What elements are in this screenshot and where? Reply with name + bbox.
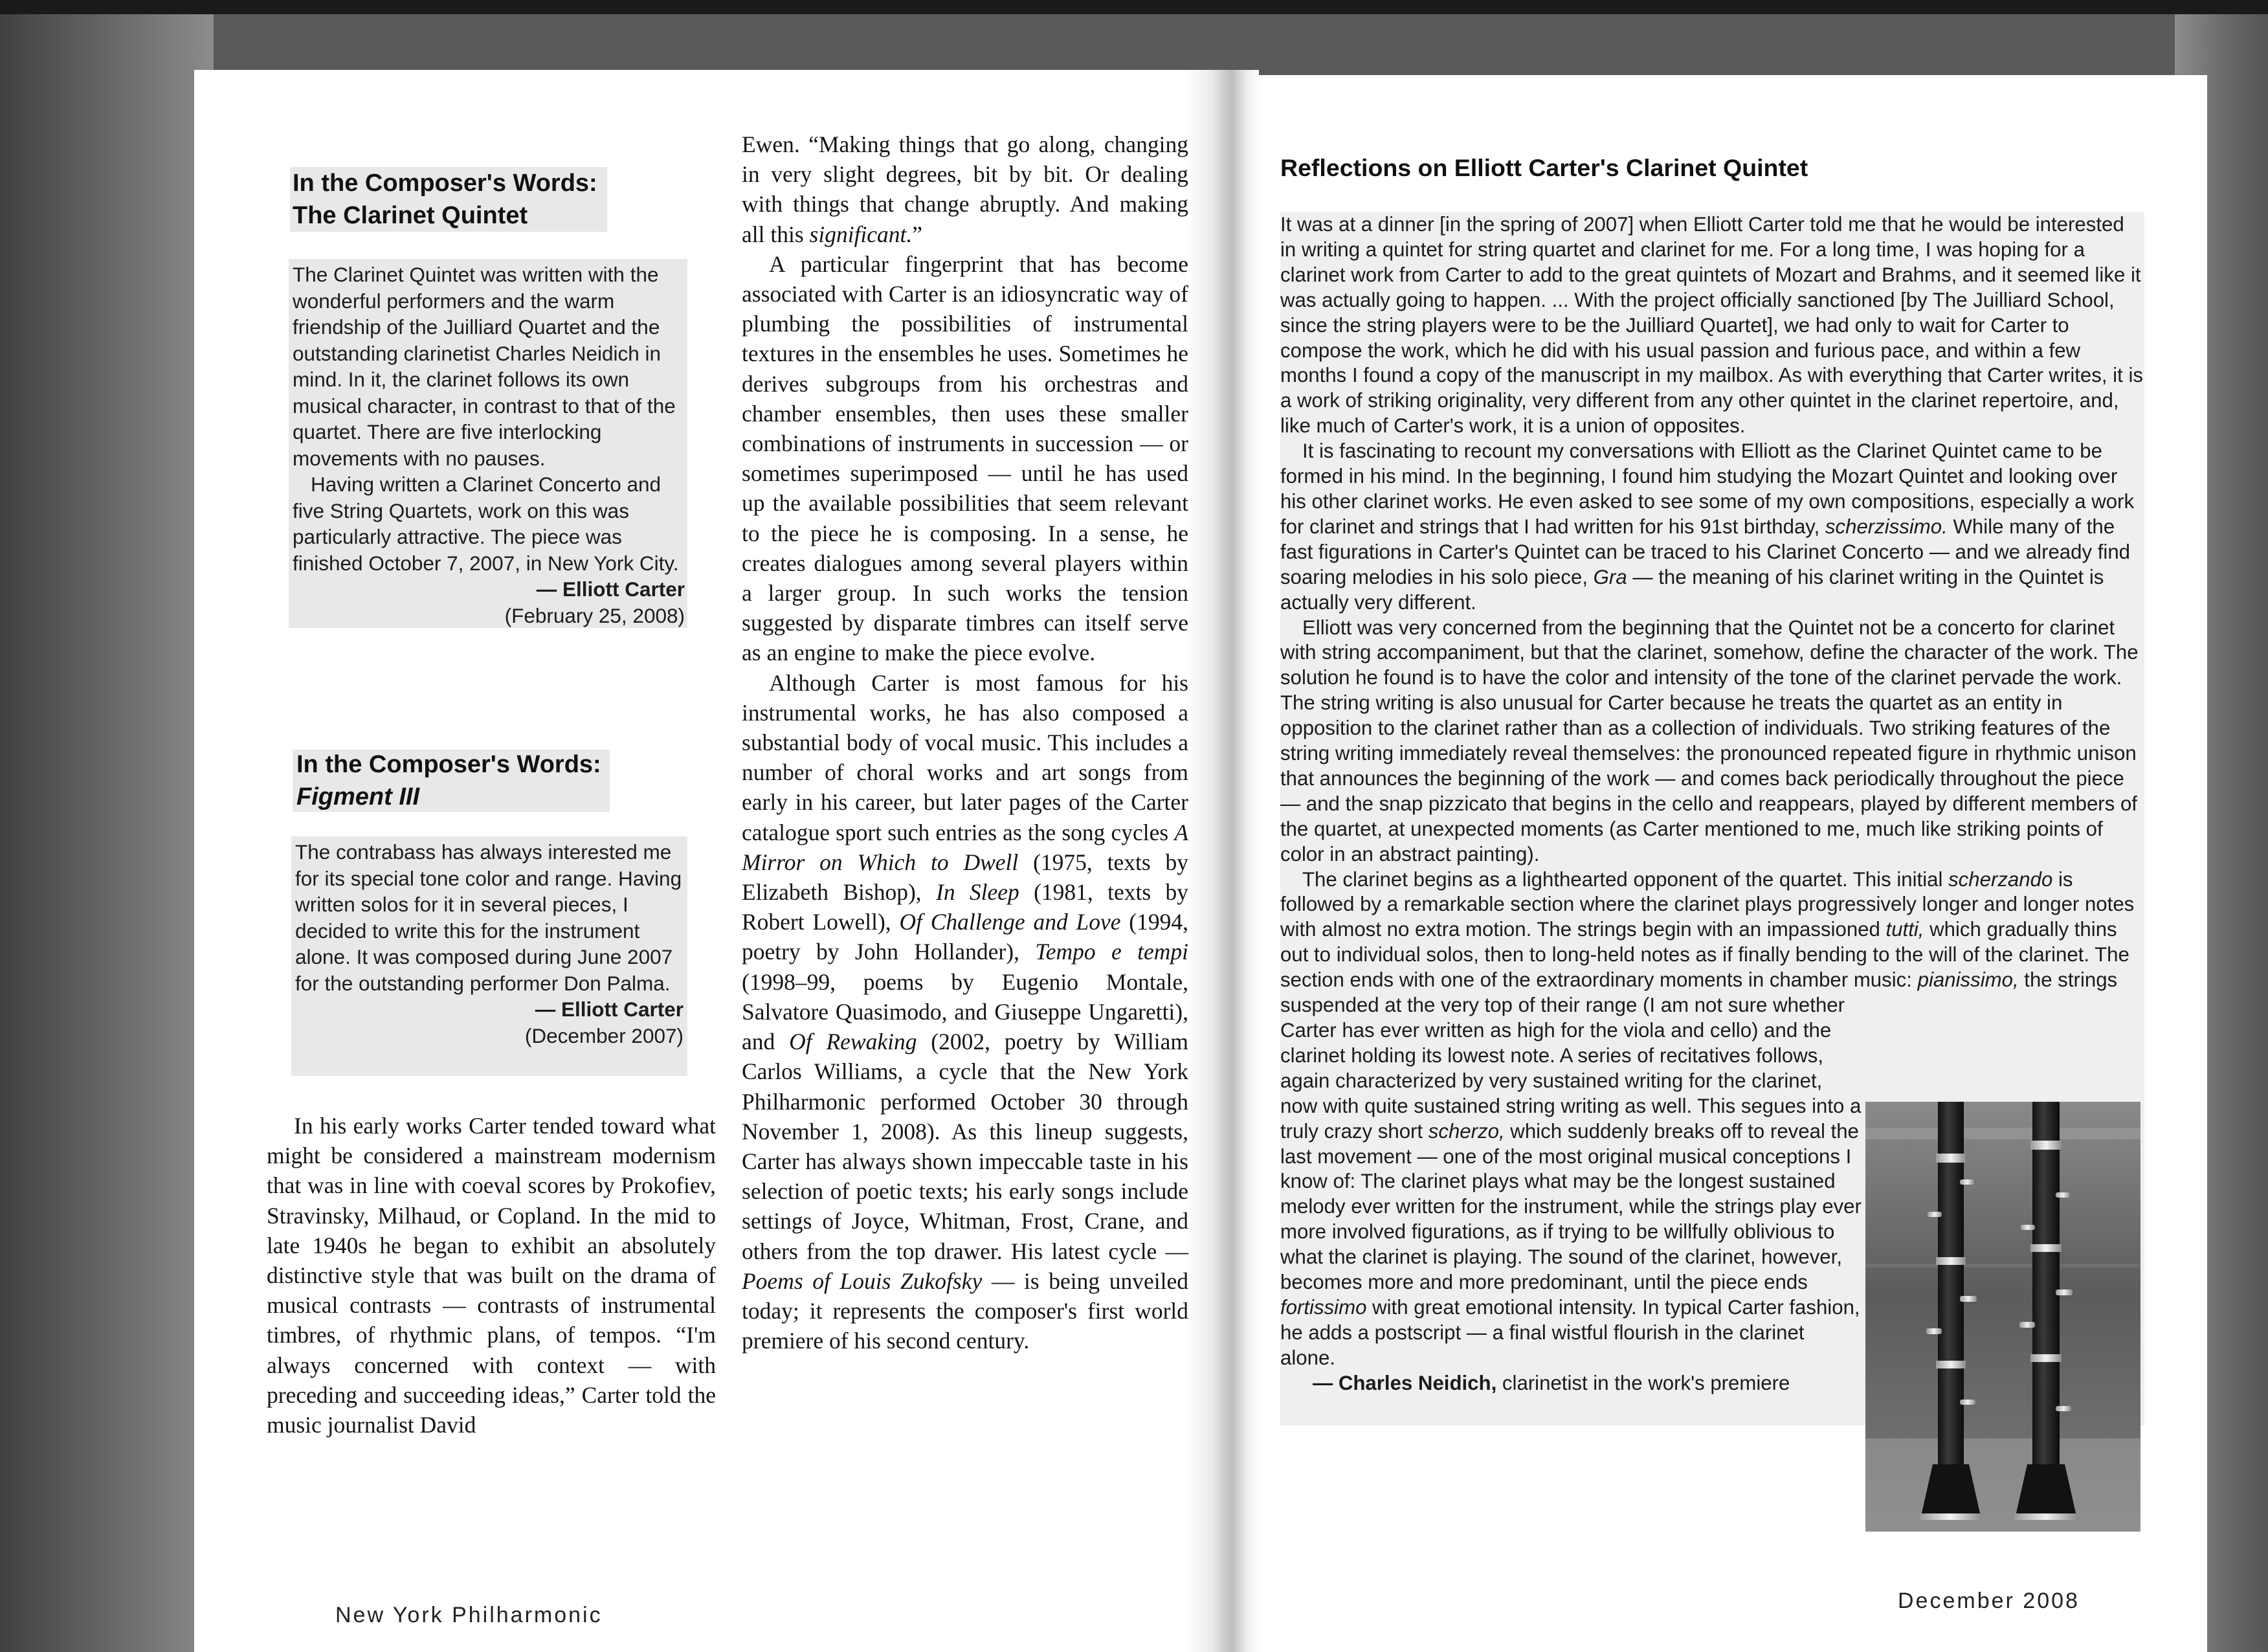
scanner-top-edge [0, 0, 2268, 14]
article-title: Reflections on Elliott Carter's Clarinet Quintet [1280, 154, 1808, 181]
sidebar2-heading-line2: Figment III [296, 783, 419, 810]
sidebar2-heading [296, 748, 607, 813]
essay-para2: It is fascinating to recount my conversations with Elliott as the Clarinet Quintet came to be formed in his mind. In the beginning, I found him studying the Mozart Quintet and looking over his other clarinet works. He even asked to see some of my own compositions, especially a work for clarinet and strings that I had written for his 91st birthday, scherzissimo. While many of the fast figurations in Carter's Quintet can be traced to his Clarinet Concerto — and we already find soaring melodies in his solo piece, Gra — the meaning of his clarinet writing in the Quintet is actually very different. [1280, 440, 2135, 614]
sidebar2-signature: — Elliott Carter [535, 998, 684, 1021]
sidebar1-heading-line1: In the Composer's Words: [293, 170, 597, 197]
right-footer: December 2008 [1898, 1589, 2080, 1613]
sidebar2-para1: The contrabass has always interested me for its special tone color and range. Having written solos for it in several pieces, I decided to write this for the instrument alone. It was composed during June 2007 for the outstanding performer Don Palma. [295, 840, 682, 995]
book-gutter [1188, 70, 1259, 1652]
clarinets-photo [1865, 1102, 2140, 1532]
sidebar1-body [293, 262, 685, 629]
essay-credit: — Charles Neidich, clarinetist in the work's premiere [1313, 1371, 1790, 1394]
left-column-text [267, 1111, 716, 1440]
sidebar2-body [295, 839, 684, 1049]
sidebar1-para2: Having written a Clarinet Concerto and five String Quartets, work on this was particularly attractive. The piece was finished October 7, 2007, in New York City. [293, 473, 679, 575]
sidebar1-para1: The Clarinet Quintet was written with the wonderful performers and the warm friendship of the Juilliard Quartet and the outstanding clarinetist Charles Neidich in mind. In it, the clarinet follows its own musical character, in contrast to that of the quartet. There are five interlocking movements with no pauses. [293, 263, 676, 470]
sidebar1-date: (February 25, 2008) [504, 603, 685, 627]
sidebar2-date: (December 2007) [524, 1023, 684, 1047]
sidebar1-heading [293, 167, 603, 232]
middle-col-para3: Although Carter is most famous for his instrumental works, he has also composed a substantial body of vocal music. This includes a number of choral works and art songs from early in his career, but later pages of the Carter catalogue sport such entries as the song cycles A Mirror on Which to Dwell (1975, texts by Elizabeth Bishop), In Sleep (1981, texts by Robert Lowell), Of Challenge and Love (1994, poetry by John Hollander), Tempo e tempi (1998–99, poems by Eugenio Montale, Salvatore Quasimodo, and Giuseppe Ungaretti), and Of Rewaking (2002, poetry by William Carlos Williams, a cycle that the New York Philharmonic performed October 30 through November 1, 2008). As this lineup suggests, Carter has always shown impeccable taste in his selection of poetic texts; his early songs include settings of Joyce, Whitman, Frost, Crane, and others from the top drawer. His latest cycle — Poems of Louis Zukofsky — is being unveiled today; it represents the composer's first world premiere of his second century. [742, 669, 1188, 1354]
middle-column-text [742, 129, 1188, 1356]
essay-para1: It was at a dinner [in the spring of 2007] when Elliott Carter told me that he would be interested in writing a quintet for string quartet and clarinet for me. For a long time, I was hoping for a clarinet work from Carter to add to the great quintets of Mozart and Brahms, and it seemed like it was actually going to happen. ... With the project officially sanctioned [by The Juilliard School, since the string players were to be the Juilliard Quartet], we had only to wait for Carter to compose the work, which he did with his usual passion and furious pace, and within a few months I found a copy of the manuscript in my mailbox. As with everything that Carter writes, it is a work of striking originality, very different from any other quintet in the clarinet repertoire, and, like much of Carter's work, it is a union of opposites. [1280, 213, 2143, 438]
left-column-paragraph: In his early works Carter tended toward what might be considered a mainstream modernism that was in line with coeval scores by Prokofiev, Stravinsky, Milhaud, or Copland. In the mid to late 1940s he began to exhibit an absolutely distinctive style that was built on the drama of musical contrasts — contrasts of instrumental timbres, of rhythmic plans, of tempos. “I'm always concerned with context — with preceding and succeeding ideas,” Carter told the music journalist David [267, 1113, 716, 1438]
sidebar2-heading-line1: In the Composer's Words: [296, 751, 601, 778]
essay-para3: Elliott was very concerned from the beginning that the Quintet not be a concerto for clarinet with string accompaniment, but that the clarinet, somehow, define the character of the work. The solution he found is to have the color and intensity of the tone of the clarinet pervade the work. The string writing is also unusual for Carter because he treats the quartet as an entity in opposition to the clarinet rather than as a collection of individuals. Two striking features of the string writing immediately reveal themselves: the pronounced repeated figure in rhythmic unison that announces the beginning of the work — and comes back periodically throughout the piece — and the snap pizzicato that begins in the cello and reappears, played by different members of the quartet, at unexpected moments (as Carter mentioned to me, much like striking points of color in an abstract painting). [1280, 616, 2139, 865]
essay-para4: The clarinet begins as a lighthearted opponent of the quartet. This initial scherzando is followed by a remarkable section where the clarinet plays progressively longer and longer notes with almost no extra motion. The strings begin with an impassioned tutti, which gradually thins out to individual solos, then to long-held notes as if finally bending to the will of the clarinet. The section ends with one of the extraordinary moments in chamber music: pianissimo, the strings suspended at the very top of their range (I am not sure whether Carter has ever written as high for the viola and cello) and the clarinet holding its lowest note. A series of recitatives follows, again characterized by very sustained writing for the clarinet, now with quite sustained string writing as well. This segues into a truly crazy short scherzo, which suddenly breaks off to reveal the last movement — one of the most original musical conceptions I know of: The clarinet plays what may be the longest sustained melody ever written for the instrument, while the strings play ever more involved figurations, as if trying to be willfully oblivious to what the clarinet is playing. The sound of the clarinet, however, becomes more and more predominant, until the piece ends fortissimo with great emotional intensity. In typical Carter fashion, he adds a postscript — a final wistful flourish in the clarinet alone. [1280, 867, 2144, 1371]
sidebar1-signature: — Elliott Carter [536, 577, 685, 601]
middle-col-para1: Ewen. “Making things that go along, changing in very slight degrees, bit by bit. Or dealing with things that change abruptly. And making all this significant.” [742, 131, 1188, 247]
middle-col-para2: A particular fingerprint that has become associated with Carter is an idiosyncratic way of plumbing the possibilities of instrumental textures in the ensembles he uses. Sometimes he derives subgroups from his orchestras and chamber ensembles, then uses these smaller combinations of instruments in succession — or sometimes superimposed — until he has used up the available possibilities that seem relevant to the piece he is composing. In a sense, he creates dialogues among several players within a larger group. In such works the tension suggested by disparate timbres can itself serve as an engine to make the piece evolve. [742, 251, 1188, 666]
clarinets-photo-image [1865, 1102, 2140, 1532]
scanner-background-left [0, 14, 214, 1652]
left-footer: New York Philharmonic [335, 1603, 603, 1627]
sidebar1-heading-line2: The Clarinet Quintet [293, 202, 528, 229]
